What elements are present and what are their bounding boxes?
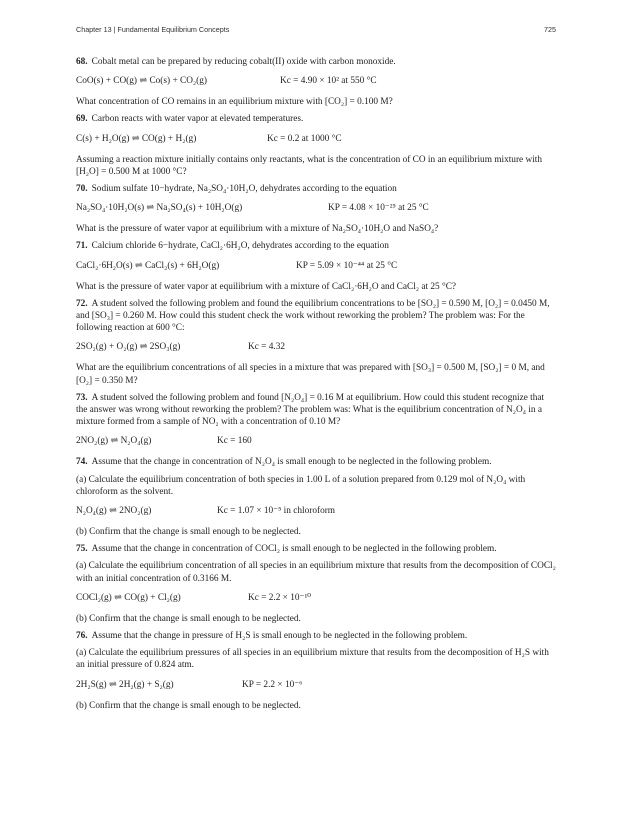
problem-text: A student solved the following problem and found the equilibrium concentrations to be [SO₂] = 0.590 M, [O₂] = 0.0450 M, and [SO₃] = 0.260 M. How could this student check the work without reworking the problem? The problem was: For the following reaction at 600 °C: xyxy=(76,298,550,334)
problem-question: What are the equilibrium concentrations of all species in a mixture that was prepared with [SO₃] = 0.500 M, [SO₂] = 0 M, and [O₂] = 0.350 M? xyxy=(76,363,545,386)
equilibrium-constant: Kc = 160 xyxy=(217,436,252,447)
problem-69 xyxy=(76,113,556,178)
problem-question: What is the pressure of water vapor at equilibrium with a mixture of CaCl₂·6H₂O and CaCl₂ at 25 °C? xyxy=(76,281,457,292)
problem-68 xyxy=(76,56,556,108)
problem-75 xyxy=(76,543,556,625)
problem-part-a: (a) Calculate the equilibrium concentration of all species in an equilibrium mixture that results from the decomposition of COCl₂ with an initial concentration of 0.3166 M. xyxy=(76,561,556,584)
problem-text: Assume that the change in concentration of COCl₂ is small enough to be neglected in the following problem. xyxy=(91,544,497,555)
problem-text: Sodium sulfate 10−hydrate, Na₂SO₄·10H₂O, dehydrates according to the equation xyxy=(91,184,397,195)
problem-question: What is the pressure of water vapor at equilibrium with a mixture of Na₂SO₄·10H₂O and NaSO₄? xyxy=(76,224,439,235)
problem-text: A student solved the following problem and found [N₂O₄] = 0.16 M at equilibrium. How could this student recognize that the answer was wrong without reworking the problem? The problem was: What is the equilibrium concentration of N₂O₄ in a mixture formed from a sample of NO₂ with a concentration of 0.10 M? xyxy=(76,392,545,428)
problem-list xyxy=(76,56,556,717)
equilibrium-constant: Kc = 1.07 × 10⁻⁵ in chloroform xyxy=(217,506,336,517)
problem-number: 69. xyxy=(76,114,88,125)
problem-number: 76. xyxy=(76,631,88,642)
problem-part-b: (b) Confirm that the change is small enough to be neglected. xyxy=(76,613,301,624)
problem-text: Calcium chloride 6−hydrate, CaCl₂·6H₂O, dehydrates according to the equation xyxy=(91,241,389,252)
problem-74 xyxy=(76,456,556,538)
equilibrium-constant: KP = 2.2 × 10⁻⁶ xyxy=(242,679,303,690)
problem-number: 75. xyxy=(76,544,88,555)
equation-row xyxy=(76,133,556,146)
equation-row xyxy=(76,202,556,215)
problem-number: 70. xyxy=(76,184,88,195)
problem-text: Assume that the change in concentration of N₂O₄ is small enough to be neglected in the following problem. xyxy=(91,457,492,468)
problem-part-b: (b) Confirm that the change is small enough to be neglected. xyxy=(76,527,301,538)
problem-71 xyxy=(76,240,556,292)
equation-row xyxy=(76,505,556,518)
equilibrium-constant: KP = 4.08 × 10⁻²⁵ at 25 °C xyxy=(328,203,429,214)
problem-number: 74. xyxy=(76,457,88,468)
equilibrium-constant: KP = 5.09 × 10⁻⁴⁴ at 25 °C xyxy=(296,260,398,271)
equation-row xyxy=(76,592,556,605)
problem-question: What concentration of CO remains in an equilibrium mixture with [CO₂] = 0.100 M? xyxy=(76,97,393,108)
problem-70 xyxy=(76,183,556,235)
reaction-equation: 2NO₂(g) ⇌ N₂O₄(g) xyxy=(76,436,152,447)
problem-part-a: (a) Calculate the equilibrium pressures of all species in an equilibrium mixture that results from the decomposition of H₂S with an initial pressure of 0.824 atm. xyxy=(76,648,549,671)
problem-text: Assume that the change in pressure of H₂S is small enough to be neglected in the following problem. xyxy=(91,631,468,642)
problem-76 xyxy=(76,630,556,712)
problem-number: 71. xyxy=(76,241,88,252)
reaction-equation: 2H₂S(g) ⇌ 2H₂(g) + S₂(g) xyxy=(76,679,174,690)
chapter-header: Chapter 13 | Fundamental Equilibrium Concepts xyxy=(76,25,230,34)
problem-text: Cobalt metal can be prepared by reducing cobalt(II) oxide with carbon monoxide. xyxy=(91,57,396,67)
reaction-equation: C(s) + H₂O(g) ⇌ CO(g) + H₂(g) xyxy=(76,133,197,144)
problem-number: 73. xyxy=(76,392,88,403)
equilibrium-constant: Kc = 0.2 at 1000 °C xyxy=(267,133,342,144)
equilibrium-constant: Kc = 4.32 xyxy=(248,342,286,353)
equilibrium-constant: Kc = 4.90 × 10² at 550 °C xyxy=(280,76,377,87)
problem-73 xyxy=(76,392,556,449)
reaction-equation: N₂O₄(g) ⇌ 2NO₂(g) xyxy=(76,506,152,517)
problem-number: 68. xyxy=(76,57,88,67)
problem-text: Carbon reacts with water vapor at elevated temperatures. xyxy=(91,114,304,125)
equation-row xyxy=(76,679,556,692)
reaction-equation: Na₂SO₄·10H₂O(s) ⇌ Na₂SO₄(s) + 10H₂O(g) xyxy=(76,203,243,214)
problem-number: 72. xyxy=(76,298,88,309)
equation-row xyxy=(76,75,556,88)
reaction-equation: CoO(s) + CO(g) ⇌ Co(s) + CO₂(g) xyxy=(76,76,208,87)
reaction-equation: 2SO₂(g) + O₂(g) ⇌ 2SO₃(g) xyxy=(76,342,181,353)
problem-72 xyxy=(76,298,556,387)
problem-question: Assuming a reaction mixture initially contains only reactants, what is the concentration of CO in an equilibrium mixture with [H₂O] = 0.500 M at 1000 °C? xyxy=(76,154,543,177)
equation-row xyxy=(76,341,556,354)
equation-row xyxy=(76,260,556,273)
problem-part-a: (a) Calculate the equilibrium concentration of both species in 1.00 L of a solution prepared from 0.129 mol of N₂O₄ with chloroform as the solvent. xyxy=(76,474,526,497)
equation-row xyxy=(76,435,556,448)
equilibrium-constant: Kc = 2.2 × 10⁻¹⁰ xyxy=(248,592,311,603)
problem-part-b: (b) Confirm that the change is small enough to be neglected. xyxy=(76,700,301,711)
reaction-equation: COCl₂(g) ⇌ CO(g) + Cl₂(g) xyxy=(76,592,181,603)
page-number: 725 xyxy=(544,25,556,34)
reaction-equation: CaCl₂·6H₂O(s) ⇌ CaCl₂(s) + 6H₂O(g) xyxy=(76,260,220,271)
